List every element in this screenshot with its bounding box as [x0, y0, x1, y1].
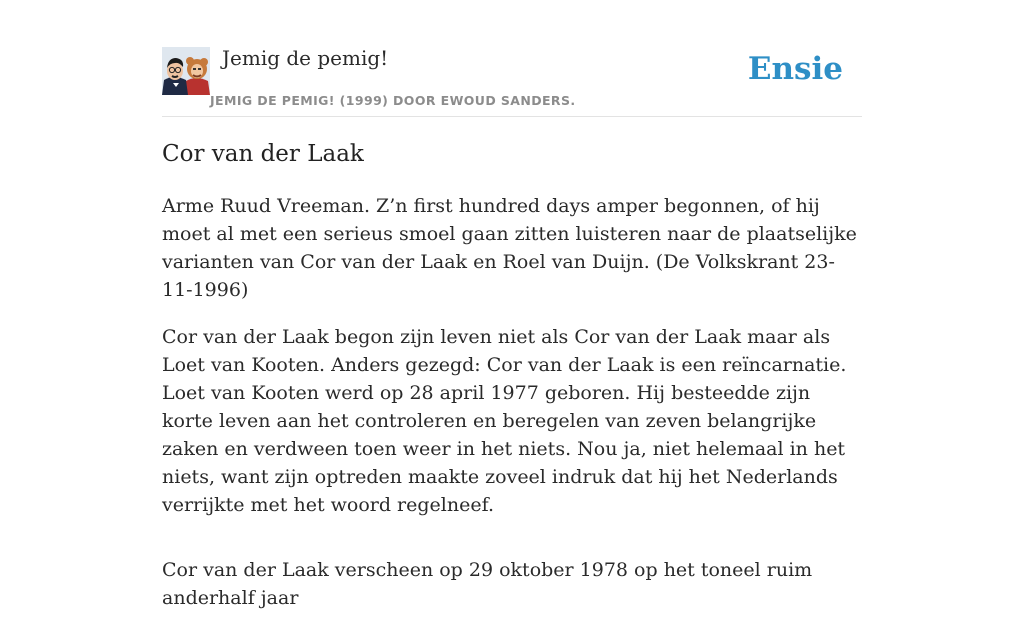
page-header: [162, 0, 862, 117]
book-cover-image: [162, 47, 210, 95]
book-cover-avatar[interactable]: [162, 47, 210, 95]
article-paragraph: Cor van der Laak verscheen op 29 oktober 1978 op het toneel ruim anderhalf jaar: [162, 559, 813, 609]
article-body: [162, 192, 862, 631]
page-container: [162, 0, 862, 609]
article-paragraph: Arme Ruud Vreeman. Z’n first hundred days amper begonnen, of hij moet al met een serieus smoel gaan zitten luisteren naar de plaatselijke varianten van Cor van der Laak en Roel van Duijn. (De Volkskrant 23-11-1996): [162, 195, 857, 301]
article-title: Cor van der Laak: [162, 141, 364, 167]
book-meta: JEMIG DE PEMIG! (1999) DOOR EWOUD SANDERS.: [210, 93, 576, 108]
article-paragraph: Cor van der Laak begon zijn leven niet als Cor van der Laak maar als Loet van Kooten. Anders gezegd: Cor van der Laak is een reïncarnatie. Loet van Kooten werd op 28 april 1977 geboren. Hij besteedde zijn korte leven aan het controleren en beregelen van zeven belangrijke zaken en verdween toen weer in het niets. Nou ja, niet helemaal in het niets, want zijn optreden maakte zoveel indruk dat hij het Nederlands verrijkte met het woord regelneef.: [162, 326, 847, 516]
book-title[interactable]: Jemig de pemig!: [222, 46, 389, 70]
brand-logo[interactable]: Ensie: [747, 51, 843, 87]
